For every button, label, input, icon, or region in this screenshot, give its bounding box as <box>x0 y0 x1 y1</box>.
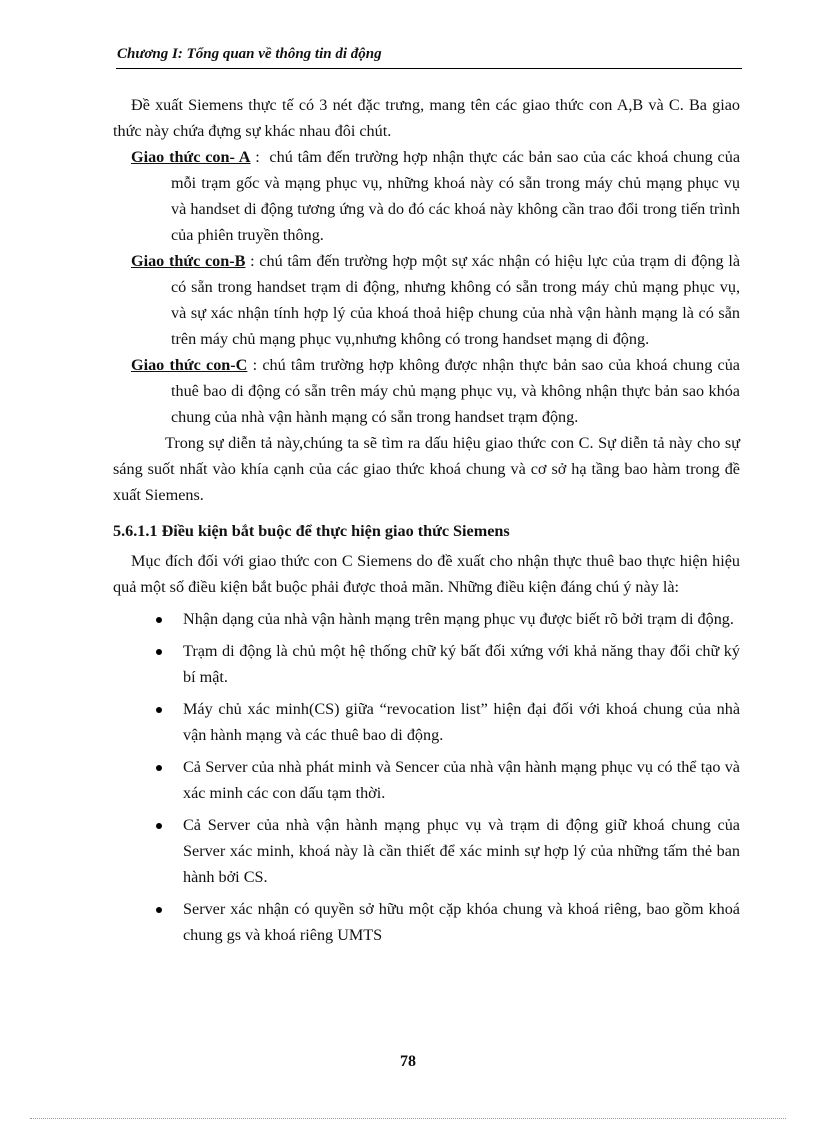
bullet-icon <box>156 765 162 771</box>
list-item <box>113 696 740 748</box>
subprotocol-c-sep: : <box>247 356 263 374</box>
subprotocol-c-text: chú tâm trường hợp không được nhận thực bản sao của khoá chung của thuê bao di động có sẵn trên máy chủ mạng phục vụ, và không nhận thực bản sao khóa chung của nhà vận hành mạng có sẵn trong handset trạm động. <box>171 356 740 426</box>
running-header: Chương I: Tổng quan về thông tin di động <box>117 46 382 62</box>
subprotocol-a-sep: : <box>250 148 270 166</box>
section-heading: 5.6.1.1 Điều kiện bắt buộc để thực hiện giao thức Siemens <box>113 522 510 540</box>
list-item <box>113 606 740 632</box>
page-number: 78 <box>400 1053 416 1070</box>
list-item-text: Server xác nhận có quyền sở hữu một cặp khóa chung và khoá riêng, bao gồm khoá chung gs và khoá riêng UMTS <box>183 900 740 944</box>
section-intro: Mục đích đối với giao thức con C Siemens do đề xuất cho nhận thực thuê bao thực hiện hiệu quả một số điều kiện bắt buộc phải được thoả mãn. Những điều kiện đáng chú ý này là: <box>113 552 740 596</box>
subprotocol-b-sep: : <box>245 252 260 270</box>
page-body <box>113 92 740 954</box>
bullet-icon <box>156 649 162 655</box>
bullet-icon <box>156 907 162 913</box>
list-item-text: Nhận dạng của nhà vận hành mạng trên mạng phục vụ được biết rõ bởi trạm di động. <box>183 610 734 628</box>
subprotocol-c <box>113 352 740 430</box>
page-bottom-border <box>30 1118 786 1119</box>
closing-paragraph: Trong sự diễn tả này,chúng ta sẽ tìm ra dấu hiệu giao thức con C. Sự diễn tả này cho sự sáng suốt nhất vào khía cạnh của các giao thức khoá chung và cơ sở hạ tầng bao hàm trong đề xuất Siemens. <box>113 434 740 504</box>
list-item-text: Cả Server của nhà phát minh và Sencer của nhà vận hành mạng phục vụ có thể tạo và xác minh các con dấu tạm thời. <box>183 758 740 802</box>
bullet-icon <box>156 707 162 713</box>
subprotocol-b-text: chú tâm đến trường hợp một sự xác nhận có hiệu lực của trạm di động là có sẵn trong handset trạm di động, nhưng không có sẵn trong máy chủ mạng phục vụ, và sự xác nhận tính hợp lý của khoá thoả hiệp chung của nhà vận hành mạng là có sẵn trên máy chủ mạng phục vụ,nhưng không có trong handset mạng di động. <box>171 252 740 348</box>
subprotocol-a-term: Giao thức con- A <box>131 148 251 166</box>
list-item-text: Máy chủ xác minh(CS) giữa “revocation list” hiện đại đối với khoá chung của nhà vận hành mạng và các thuê bao di động. <box>183 700 740 744</box>
header-rule <box>116 68 742 69</box>
list-item <box>113 896 740 948</box>
subprotocol-a-text: chú tâm đến trường hợp nhận thực các bản sao của các khoá chung của mỗi trạm gốc và mạng phục vụ, những khoá này có sẵn trong máy chủ mạng phục vụ và handset di động tương ứng và do đó các khoá này không cần trao đổi trong tiến trình của phiên truyền thông. <box>171 148 740 244</box>
subprotocol-c-term: Giao thức con-C <box>131 356 248 374</box>
intro-paragraph: Đề xuất Siemens thực tế có 3 nét đặc trưng, mang tên các giao thức con A,B và C. Ba giao thức này chứa đựng sự khác nhau đôi chút. <box>113 96 740 140</box>
bullet-icon <box>156 823 162 829</box>
list-item <box>113 812 740 890</box>
list-item-text: Cả Server của nhà vận hành mạng phục vụ và trạm di động giữ khoá chung của Server xác minh, khoá này là cần thiết để xác minh sự hợp lý của những tấm thẻ ban hành bởi CS. <box>183 816 740 886</box>
list-item <box>113 638 740 690</box>
conditions-list <box>113 606 740 948</box>
subprotocol-b <box>113 248 740 352</box>
list-item <box>113 754 740 806</box>
list-item-text: Trạm di động là chủ một hệ thống chữ ký bất đối xứng với khả năng thay đổi chữ ký bí mật. <box>183 642 740 686</box>
subprotocol-a <box>113 144 740 248</box>
bullet-icon <box>156 617 162 623</box>
subprotocol-b-term: Giao thức con-B <box>131 252 246 270</box>
